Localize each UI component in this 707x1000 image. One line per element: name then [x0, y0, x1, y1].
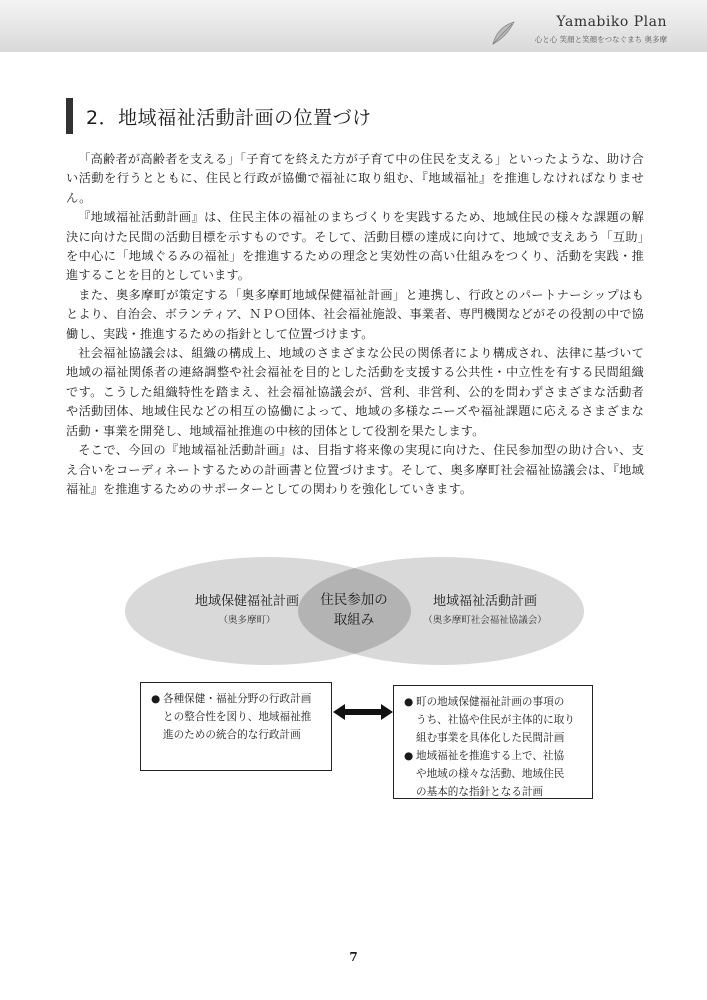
overlap-label-line2: 取組み	[333, 612, 375, 628]
list-item-text: 各種保健・福祉分野の行政計画 との整合性を図り、地域福祉推 進のための統合的な行政計画	[163, 693, 312, 741]
section-heading: 2．地域福祉活動計画の位置づけ	[86, 107, 372, 129]
left-description-box	[140, 682, 332, 771]
right-circle-subtitle: （奥多摩町社会福祉協議会）	[423, 615, 547, 626]
list-item	[404, 693, 582, 747]
paragraph: また、奥多摩町が策定する「奥多摩町地域保健福祉計画」と連携し、行政とのパートナーシップはもとより、自治会、ボランティア、ＮＰＯ団体、社会福祉施設、事業者、専門機関などがその役割の中で協働し、実践・推進するための指針として位置づけます。	[66, 287, 644, 341]
bullet-icon: ●	[404, 696, 414, 708]
overlap-label-line1: 住民参加の	[320, 592, 388, 608]
double-arrow-icon	[333, 703, 393, 721]
paragraph: そこで、今回の『地域福祉活動計画』は、目指す将来像の実現に向けた、住民参加型の助け合い、支え合いをコーディネートするための計画書と位置づけます。そして、奥多摩町社会福祉協議会は、『地域福祉』を推進するためのサポーターとしての関わりを強化していきます。	[66, 443, 644, 496]
left-circle-subtitle: （奥多摩町）	[218, 615, 276, 626]
list-item-text: 地域福祉を推進する上で、社協 や地域の様々な活動、地域住民 の基本的な指針となる計画	[416, 750, 565, 798]
list-item-text: 町の地域保健福祉計画の事項の うち、社協や住民が主体的に取り 組む事業を具体化した民間計画	[416, 696, 575, 744]
brand-title: Yamabiko Plan	[556, 14, 667, 30]
page-number: 7	[349, 950, 358, 964]
right-circle-title: 地域福祉活動計画	[432, 594, 537, 609]
bullet-icon: ●	[151, 693, 161, 705]
paragraph: 社会福祉協議会は、組織の構成上、地域のさまざまな公民の関係者により構成され、法律に基づいて地域の福祉関係者の連絡調整や社会福祉を目的とした活動を支援する公共性・中立性を有する民間組織です。こうした組織特性を踏まえ、社会福祉協議会が、営利、非営利、公的を問わずさまざまな活動者や活動団体、地域住民などの相互の協働によって、地域の多様なニーズや福祉課題に応えるさまざまな活動・事業を開発し、地域福祉推進の中核的団体として役割を果たします。	[66, 346, 644, 438]
list-item	[404, 747, 582, 801]
brand-subtitle: 心と心 笑顔と笑顔をつなぐまち 奥多摩	[534, 35, 667, 44]
bullet-icon: ●	[404, 750, 414, 762]
list-item	[151, 690, 321, 744]
right-description-box	[393, 685, 593, 799]
paragraph: 『地域福祉活動計画』は、住民主体の福祉のまちづくりを実践するため、地域住民の様々な課題の解決に向けた民間の活動目標を示すものです。そして、活動目標の達成に向けて、地域で支えあう「互助」を中心に「地域ぐるみの福祉」を推進するための理念と実効性の高い仕組みをつくり、活動を実践・推進することを目的としています。	[66, 210, 644, 283]
paragraph: 「高齢者が高齢者を支える」「子育てを終えた方が子育て中の住民を支える」といったような、助け合い活動を行うとともに、住民と行政が協働で福祉に取り組む、『地域福祉』を推進しなければなりません。	[66, 152, 644, 205]
left-circle-title: 地域保健福祉計画	[194, 594, 299, 609]
